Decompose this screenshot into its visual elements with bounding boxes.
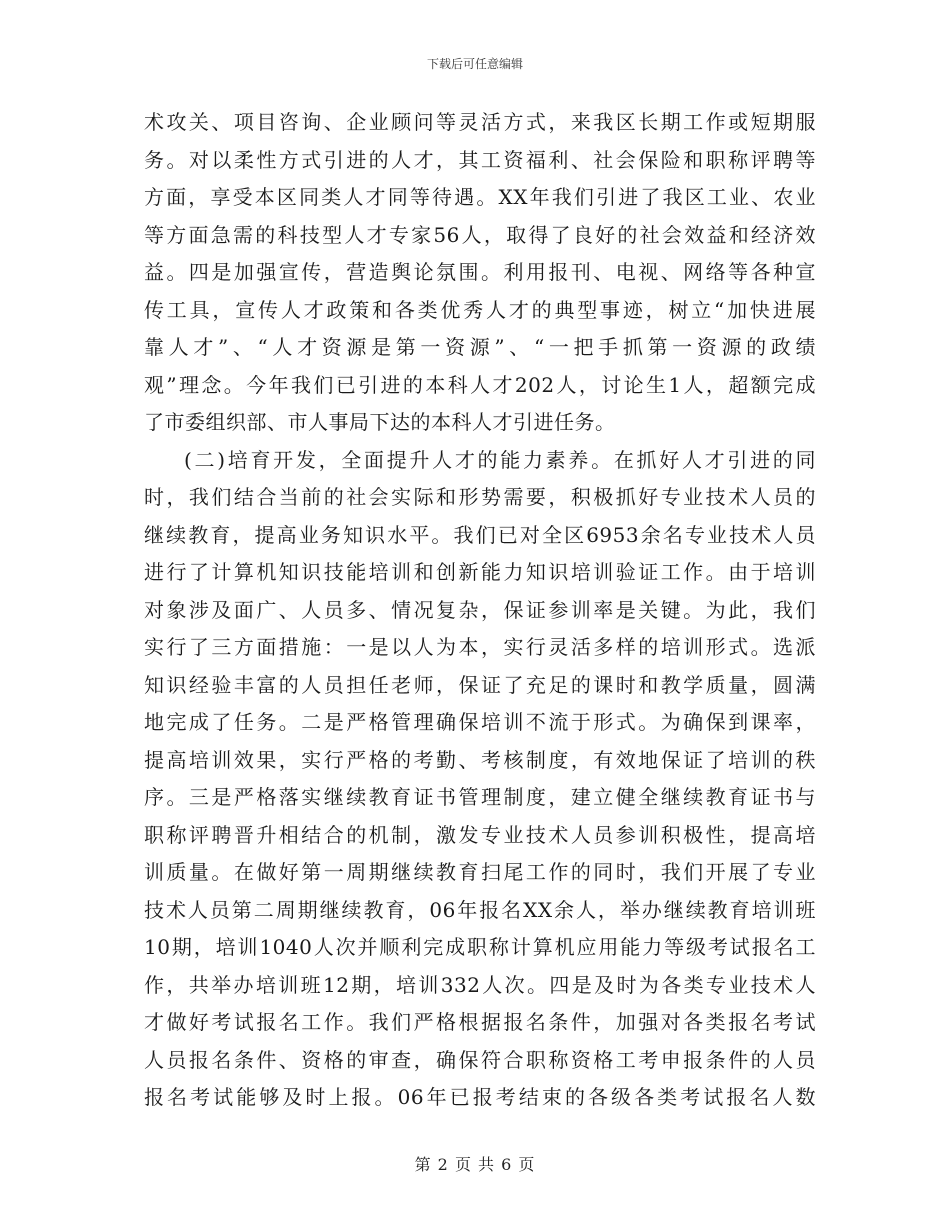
text-line: 报名考试能够及时上报。06年已报考结束的各级各类考试报名人数	[144, 1085, 816, 1109]
text-line: 了市委组织部、市人事局下达的本科人才引进任务。	[144, 410, 616, 434]
text-line: 务。对以柔性方式引进的人才，其工资福利、社会保险和职称评聘等	[144, 147, 816, 172]
text-line: 知识经验丰富的人员担任老师，保证了充足的课时和教学质量，圆满	[144, 672, 816, 697]
text-line: 职称评聘晋升相结合的机制，激发专业技术人员参训积极性，提高培	[144, 822, 816, 847]
text-line: 作，共举办培训班12期，培训332人次。四是及时为各类专业技术人	[144, 972, 816, 997]
text-line: 时，我们结合当前的社会实际和形势需要，积极抓好专业技术人员的	[144, 485, 816, 509]
text-line: 靠人才”、“人才资源是第一资源”、“一把手抓第一资源的政绩	[144, 335, 816, 359]
text-line: 术攻关、项目咨询、企业顾问等灵活方式，来我区长期工作或短期服	[144, 110, 816, 134]
page-header: 下载后可任意编辑	[426, 57, 523, 71]
text-line: 对象涉及面广、人员多、情况复杂，保证参训率是关键。为此，我们	[144, 597, 816, 622]
text-line: 提高培训效果，实行严格的考勤、考核制度，有效地保证了培训的秩	[144, 747, 816, 772]
text-line: 地完成了任务。二是严格管理确保培训不流于形式。为确保到课率，	[144, 710, 816, 734]
text-line: 继续教育，提高业务知识水平。我们已对全区6953余名专业技术人员	[144, 522, 816, 547]
text-line: 才做好考试报名工作。我们严格根据报名条件，加强对各类报名考试	[144, 1010, 816, 1034]
page-footer: 第 2 页 共 6 页	[414, 1155, 536, 1174]
text-line: 训质量。在做好第一周期继续教育扫尾工作的同时，我们开展了专业	[144, 860, 816, 884]
text-line: 序。三是严格落实继续教育证书管理制度，建立健全继续教育证书与	[144, 785, 816, 809]
document-body	[144, 104, 816, 1117]
text-line: 观”理念。今年我们已引进的本科人才202人，讨论生1人，超额完成	[144, 372, 816, 397]
text-line: 进行了计算机知识技能培训和创新能力知识培训验证工作。由于培训	[144, 560, 816, 584]
text-line: 方面，享受本区同类人才同等待遇。XX年我们引进了我区工业、农业	[144, 185, 816, 209]
text-line: 传工具，宣传人才政策和各类优秀人才的典型事迹，树立“加快进展	[144, 297, 816, 322]
text-line: 益。四是加强宣传，营造舆论氛围。利用报刊、电视、网络等各种宣	[144, 260, 816, 284]
text-line: 等方面急需的科技型人才专家56人，取得了良好的社会效益和经济效	[144, 222, 816, 247]
text-line: 10期，培训1040人次并顺利完成职称计算机应用能力等级考试报名工	[144, 935, 816, 959]
text-line: (二)培育开发，全面提升人才的能力素养。在抓好人才引进的同	[184, 447, 816, 472]
text-line: 人员报名条件、资格的审查，确保符合职称资格工考申报条件的人员	[144, 1047, 816, 1072]
text-line: 技术人员第二周期继续教育，06年报名XX余人，举办继续教育培训班	[144, 897, 816, 922]
text-line: 实行了三方面措施：一是以人为本，实行灵活多样的培训形式。选派	[144, 635, 816, 659]
